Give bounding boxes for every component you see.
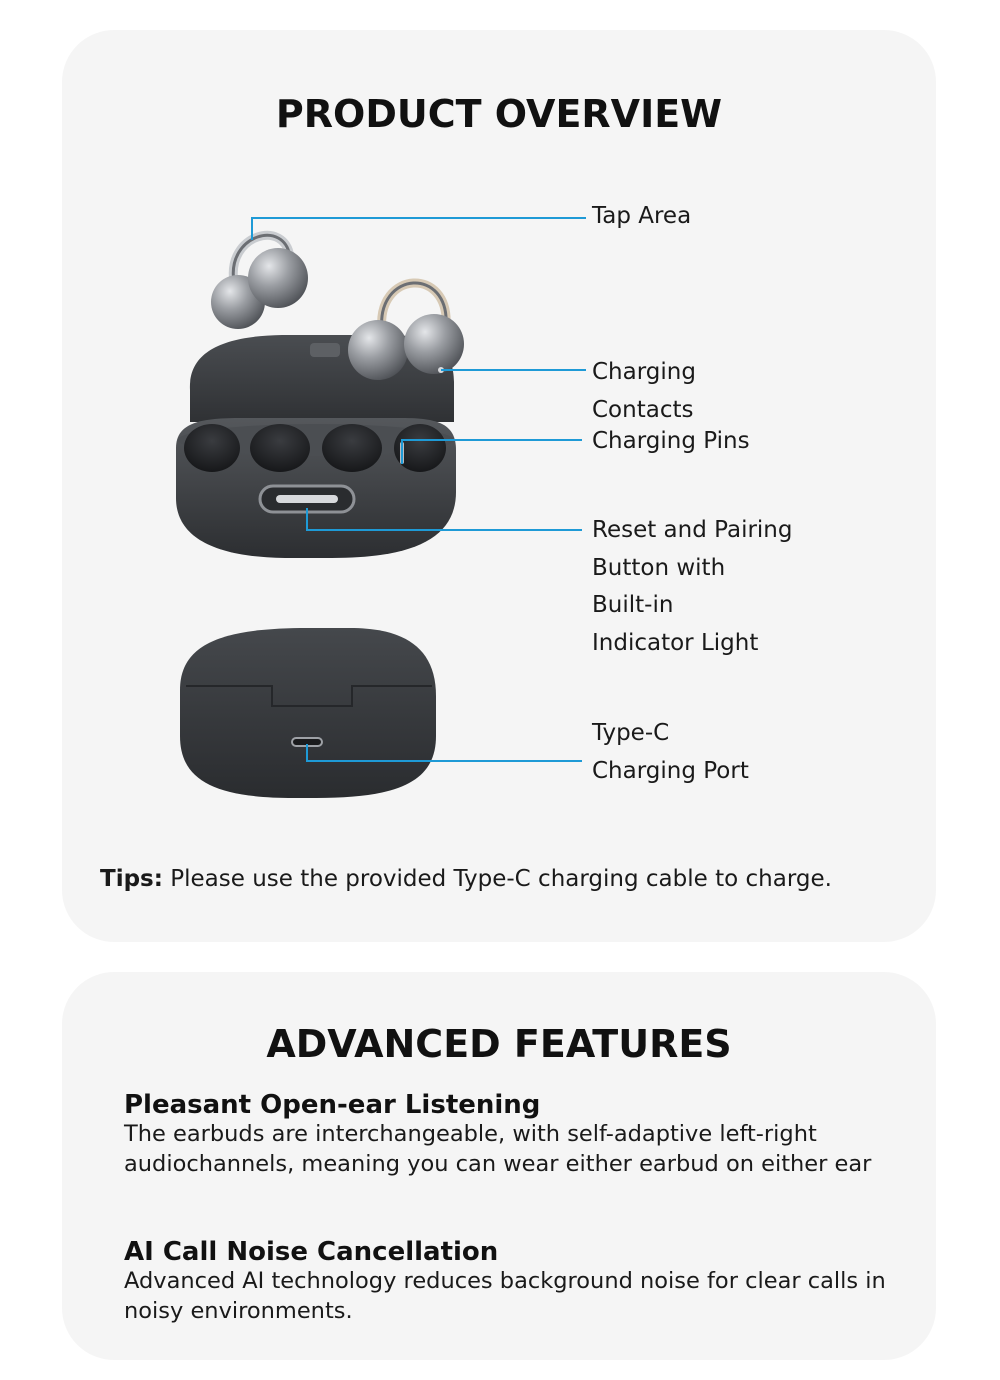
advanced-features-title: ADVANCED FEATURES [266, 1022, 732, 1066]
callout-charging-contacts: Charging Contacts [592, 359, 696, 423]
closed-case [180, 628, 436, 798]
callout-type-c-port: Type-C Charging Port [592, 720, 749, 784]
advanced-features-card [62, 972, 936, 1360]
feature-item [124, 1090, 914, 1179]
product-overview-card [62, 30, 936, 942]
feature-description: The earbuds are interchangeable, with self-adaptive left-right audiochannels, meaning you can wear either earbud on either ear [124, 1121, 872, 1177]
earbud-cup [322, 424, 382, 472]
tips-text: Please use the provided Type-C charging cable to charge. [162, 866, 832, 892]
earbud-left [211, 235, 308, 329]
tips-note [100, 866, 832, 892]
leader-line-tap-area [252, 218, 586, 240]
feature-item [124, 1237, 914, 1326]
product-diagram [62, 30, 936, 942]
callout-reset-pairing-button: Reset and Pairing Button with Built-in Indicator Light [592, 517, 793, 656]
callout-charging-pins: Charging Pins [592, 428, 750, 454]
callout-tap-area: Tap Area [592, 203, 692, 229]
feature-title: AI Call Noise Cancellation [124, 1237, 499, 1267]
feature-description: Advanced AI technology reduces background noise for clear calls in noisy environments. [124, 1268, 886, 1324]
feature-title: Pleasant Open-ear Listening [124, 1090, 541, 1120]
earbud-cup [250, 424, 310, 472]
earbud-cup [184, 424, 240, 472]
product-overview-title: PRODUCT OVERVIEW [275, 92, 723, 136]
tips-label: Tips: [100, 866, 163, 892]
